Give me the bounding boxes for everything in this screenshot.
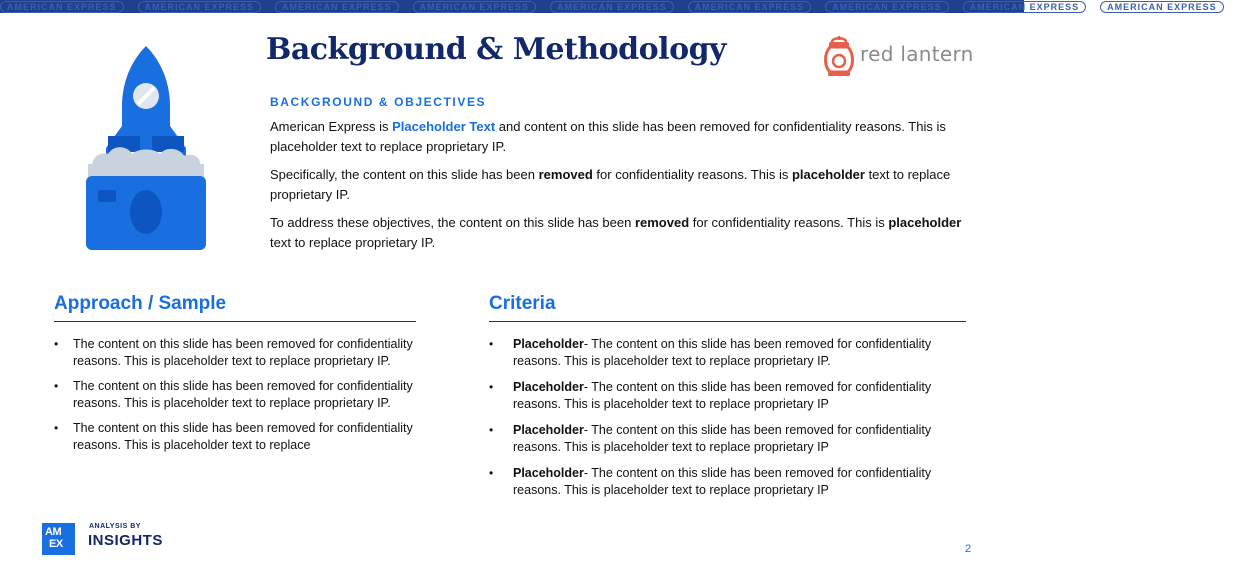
list-item: • The content on this slide has been removed for confidentiality reasons. This is placeholder text to replace proprietary IP. [54,336,416,370]
approach-list [54,336,416,454]
logo-text: red lantern [860,42,974,66]
rocket-icon [84,44,208,252]
analysis-by-label: ANALYSIS BY [89,523,141,530]
page-title: Background & Methodology [266,32,726,67]
insights-label: INSIGHTS [88,532,163,549]
top-banner [0,0,1217,13]
criteria-list [489,336,966,499]
background-paragraph-3: To address these objectives, the content on this slide has been removed for confidentiality reasons. This is placeholder text to replace proprietary IP. [270,215,962,250]
background-paragraph-2: Specifically, the content on this slide has been removed for confidentiality reasons. This is placeholder text to replace proprietary IP. [270,167,951,202]
banner-pattern: AMERICAN EXPRESS AMERICAN EXPRESS AMERICAN EXPRESS AMERICAN EXPRESS AMERICAN EXPRESS AMERICAN EXPRESS AMERICAN EXPRESS AMERICAN EXPRESS AMERICAN EXPRESS [0,1,1200,13]
background-heading: BACKGROUND & OBJECTIVES [270,95,487,109]
list-item: • Placeholder- The content on this slide has been removed for confidentiality reasons. This is placeholder text to replace proprietary IP [489,465,966,499]
page-number: 2 [965,543,972,555]
background-section [270,95,982,261]
list-item: • The content on this slide has been removed for confidentiality reasons. This is placeholder text to replace [54,420,416,454]
list-item: • The content on this slide has been removed for confidentiality reasons. This is placeholder text to replace proprietary IP. [54,378,416,412]
criteria-heading: Criteria [489,293,966,322]
list-item: • Placeholder- The content on this slide has been removed for confidentiality reasons. This is placeholder text to replace proprietary IP [489,422,966,456]
approach-list-area [54,330,424,496]
background-paragraph-1: American Express is Placeholder Text and content on this slide has been removed for confidentiality reasons. This is placeholder text to replace proprietary IP. [270,119,946,154]
placeholder-highlight: Placeholder Text [392,119,496,134]
criteria-section [489,293,966,508]
approach-heading: Approach / Sample [54,293,416,322]
list-item: • Placeholder- The content on this slide has been removed for confidentiality reasons. This is placeholder text to replace proprietary IP. [489,336,966,370]
lantern-icon [822,34,856,78]
red-lantern-logo [822,34,972,78]
list-item: • Placeholder- The content on this slide has been removed for confidentiality reasons. This is placeholder text to replace proprietary IP [489,379,966,413]
approach-section [54,293,416,322]
amex-logo: AM EX [42,523,75,555]
